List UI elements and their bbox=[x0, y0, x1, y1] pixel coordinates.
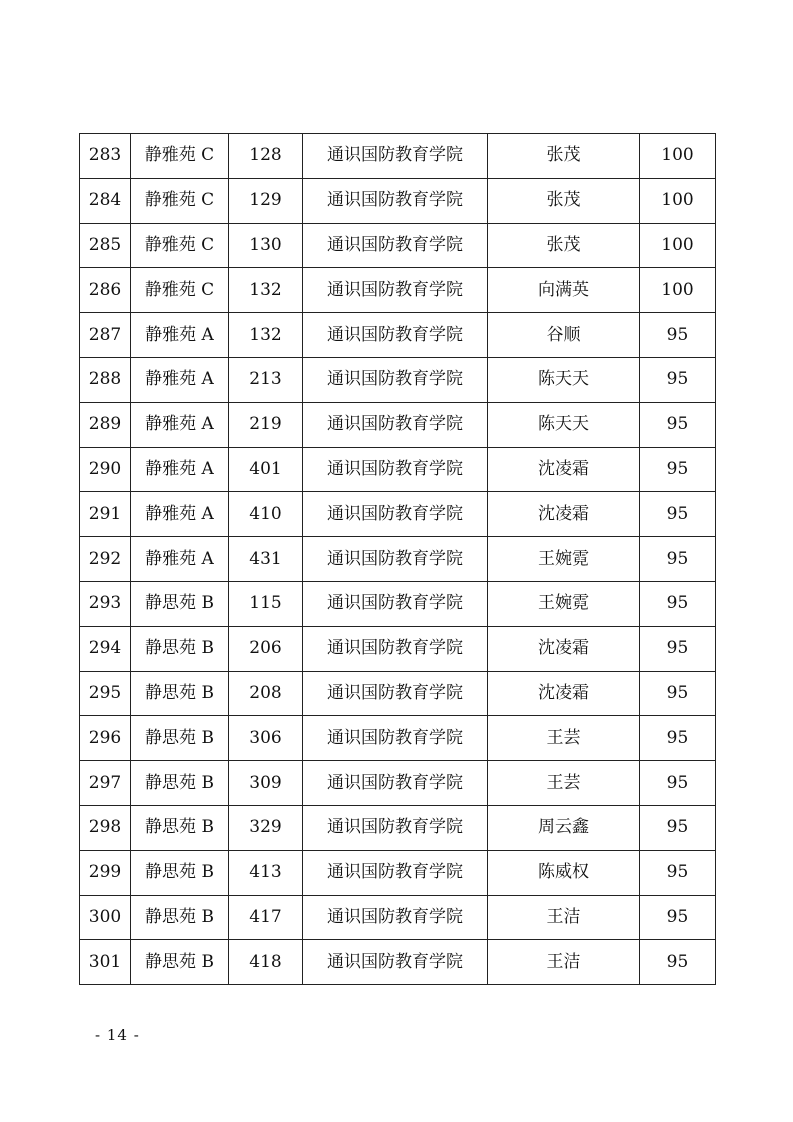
counselor-cell: 沈凌霜 bbox=[488, 671, 640, 716]
score-cell: 100 bbox=[640, 268, 716, 313]
counselor-cell: 陈威权 bbox=[488, 850, 640, 895]
room-number-cell: 431 bbox=[229, 537, 303, 582]
counselor-cell: 向满英 bbox=[488, 268, 640, 313]
table-row bbox=[80, 223, 716, 268]
college-cell: 通识国防教育学院 bbox=[303, 268, 488, 313]
table-body bbox=[80, 134, 716, 985]
row-index-cell: 296 bbox=[80, 716, 131, 761]
college-cell: 通识国防教育学院 bbox=[303, 626, 488, 671]
building-cell: 静思苑 B bbox=[131, 671, 229, 716]
score-cell: 95 bbox=[640, 626, 716, 671]
building-cell: 静雅苑 A bbox=[131, 402, 229, 447]
score-cell: 95 bbox=[640, 671, 716, 716]
score-cell: 95 bbox=[640, 940, 716, 985]
room-number-cell: 309 bbox=[229, 761, 303, 806]
score-cell: 95 bbox=[640, 850, 716, 895]
row-index-cell: 299 bbox=[80, 850, 131, 895]
table-row bbox=[80, 895, 716, 940]
counselor-cell: 谷顺 bbox=[488, 313, 640, 358]
room-number-cell: 418 bbox=[229, 940, 303, 985]
college-cell: 通识国防教育学院 bbox=[303, 940, 488, 985]
college-cell: 通识国防教育学院 bbox=[303, 447, 488, 492]
table-row bbox=[80, 940, 716, 985]
dormitory-score-table bbox=[79, 133, 716, 985]
college-cell: 通识国防教育学院 bbox=[303, 134, 488, 179]
building-cell: 静雅苑 C bbox=[131, 268, 229, 313]
room-number-cell: 130 bbox=[229, 223, 303, 268]
counselor-cell: 张茂 bbox=[488, 178, 640, 223]
building-cell: 静思苑 B bbox=[131, 581, 229, 626]
counselor-cell: 张茂 bbox=[488, 134, 640, 179]
building-cell: 静思苑 B bbox=[131, 805, 229, 850]
row-index-cell: 288 bbox=[80, 357, 131, 402]
table-row bbox=[80, 537, 716, 582]
row-index-cell: 295 bbox=[80, 671, 131, 716]
college-cell: 通识国防教育学院 bbox=[303, 716, 488, 761]
row-index-cell: 285 bbox=[80, 223, 131, 268]
college-cell: 通识国防教育学院 bbox=[303, 313, 488, 358]
score-cell: 95 bbox=[640, 895, 716, 940]
building-cell: 静雅苑 A bbox=[131, 313, 229, 358]
table-row bbox=[80, 313, 716, 358]
row-index-cell: 291 bbox=[80, 492, 131, 537]
score-cell: 95 bbox=[640, 581, 716, 626]
score-cell: 95 bbox=[640, 537, 716, 582]
score-cell: 100 bbox=[640, 178, 716, 223]
counselor-cell: 王洁 bbox=[488, 895, 640, 940]
table-row bbox=[80, 178, 716, 223]
building-cell: 静雅苑 A bbox=[131, 357, 229, 402]
score-cell: 95 bbox=[640, 492, 716, 537]
college-cell: 通识国防教育学院 bbox=[303, 671, 488, 716]
counselor-cell: 王婉霓 bbox=[488, 581, 640, 626]
building-cell: 静思苑 B bbox=[131, 761, 229, 806]
room-number-cell: 219 bbox=[229, 402, 303, 447]
page-number: - 14 - bbox=[95, 1026, 140, 1044]
table-row bbox=[80, 581, 716, 626]
row-index-cell: 287 bbox=[80, 313, 131, 358]
counselor-cell: 沈凌霜 bbox=[488, 626, 640, 671]
building-cell: 静雅苑 A bbox=[131, 492, 229, 537]
counselor-cell: 王婉霓 bbox=[488, 537, 640, 582]
score-cell: 95 bbox=[640, 716, 716, 761]
building-cell: 静思苑 B bbox=[131, 895, 229, 940]
table-row bbox=[80, 626, 716, 671]
building-cell: 静雅苑 A bbox=[131, 447, 229, 492]
row-index-cell: 292 bbox=[80, 537, 131, 582]
building-cell: 静思苑 B bbox=[131, 850, 229, 895]
room-number-cell: 208 bbox=[229, 671, 303, 716]
row-index-cell: 293 bbox=[80, 581, 131, 626]
table-row bbox=[80, 357, 716, 402]
room-number-cell: 306 bbox=[229, 716, 303, 761]
building-cell: 静思苑 B bbox=[131, 940, 229, 985]
table-row bbox=[80, 268, 716, 313]
building-cell: 静雅苑 A bbox=[131, 537, 229, 582]
college-cell: 通识国防教育学院 bbox=[303, 537, 488, 582]
score-cell: 100 bbox=[640, 134, 716, 179]
room-number-cell: 401 bbox=[229, 447, 303, 492]
college-cell: 通识国防教育学院 bbox=[303, 402, 488, 447]
score-cell: 95 bbox=[640, 313, 716, 358]
room-number-cell: 417 bbox=[229, 895, 303, 940]
room-number-cell: 115 bbox=[229, 581, 303, 626]
counselor-cell: 周云鑫 bbox=[488, 805, 640, 850]
room-number-cell: 132 bbox=[229, 268, 303, 313]
building-cell: 静思苑 B bbox=[131, 716, 229, 761]
score-cell: 95 bbox=[640, 447, 716, 492]
row-index-cell: 290 bbox=[80, 447, 131, 492]
row-index-cell: 298 bbox=[80, 805, 131, 850]
table-row bbox=[80, 134, 716, 179]
row-index-cell: 301 bbox=[80, 940, 131, 985]
room-number-cell: 132 bbox=[229, 313, 303, 358]
room-number-cell: 213 bbox=[229, 357, 303, 402]
counselor-cell: 沈凌霜 bbox=[488, 492, 640, 537]
college-cell: 通识国防教育学院 bbox=[303, 761, 488, 806]
building-cell: 静雅苑 C bbox=[131, 178, 229, 223]
building-cell: 静雅苑 C bbox=[131, 134, 229, 179]
college-cell: 通识国防教育学院 bbox=[303, 895, 488, 940]
college-cell: 通识国防教育学院 bbox=[303, 223, 488, 268]
row-index-cell: 286 bbox=[80, 268, 131, 313]
score-cell: 95 bbox=[640, 357, 716, 402]
row-index-cell: 300 bbox=[80, 895, 131, 940]
counselor-cell: 陈天天 bbox=[488, 402, 640, 447]
table-row bbox=[80, 492, 716, 537]
table-row bbox=[80, 671, 716, 716]
room-number-cell: 206 bbox=[229, 626, 303, 671]
document-page bbox=[79, 133, 715, 985]
counselor-cell: 沈凌霜 bbox=[488, 447, 640, 492]
table-row bbox=[80, 850, 716, 895]
counselor-cell: 王洁 bbox=[488, 940, 640, 985]
row-index-cell: 284 bbox=[80, 178, 131, 223]
table-row bbox=[80, 402, 716, 447]
row-index-cell: 297 bbox=[80, 761, 131, 806]
building-cell: 静思苑 B bbox=[131, 626, 229, 671]
room-number-cell: 128 bbox=[229, 134, 303, 179]
table-row bbox=[80, 447, 716, 492]
college-cell: 通识国防教育学院 bbox=[303, 850, 488, 895]
counselor-cell: 王芸 bbox=[488, 716, 640, 761]
score-cell: 95 bbox=[640, 805, 716, 850]
college-cell: 通识国防教育学院 bbox=[303, 492, 488, 537]
building-cell: 静雅苑 C bbox=[131, 223, 229, 268]
row-index-cell: 294 bbox=[80, 626, 131, 671]
score-cell: 95 bbox=[640, 402, 716, 447]
room-number-cell: 129 bbox=[229, 178, 303, 223]
score-cell: 100 bbox=[640, 223, 716, 268]
room-number-cell: 413 bbox=[229, 850, 303, 895]
score-cell: 95 bbox=[640, 761, 716, 806]
room-number-cell: 329 bbox=[229, 805, 303, 850]
row-index-cell: 289 bbox=[80, 402, 131, 447]
table-row bbox=[80, 716, 716, 761]
room-number-cell: 410 bbox=[229, 492, 303, 537]
counselor-cell: 张茂 bbox=[488, 223, 640, 268]
table-row bbox=[80, 805, 716, 850]
table-row bbox=[80, 761, 716, 806]
row-index-cell: 283 bbox=[80, 134, 131, 179]
college-cell: 通识国防教育学院 bbox=[303, 357, 488, 402]
counselor-cell: 王芸 bbox=[488, 761, 640, 806]
counselor-cell: 陈天天 bbox=[488, 357, 640, 402]
college-cell: 通识国防教育学院 bbox=[303, 581, 488, 626]
college-cell: 通识国防教育学院 bbox=[303, 805, 488, 850]
college-cell: 通识国防教育学院 bbox=[303, 178, 488, 223]
